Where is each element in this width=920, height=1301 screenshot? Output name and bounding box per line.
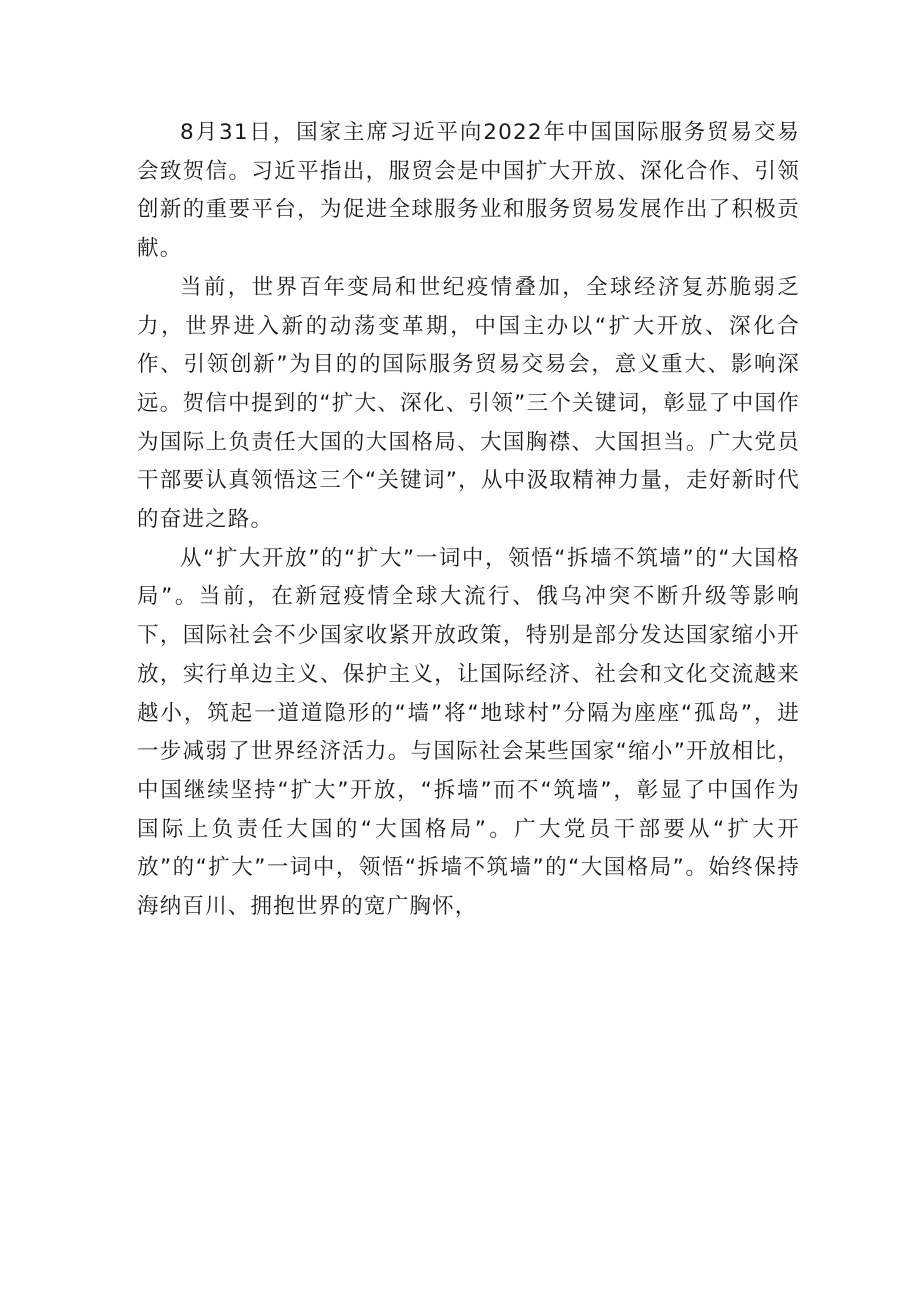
paragraph-3: 从“扩大开放”的“扩大”一词中，领悟“拆墙不筑墙”的“大国格局”。当前，在新冠疫情全球大流行、俄乌冲突不断升级等影响下，国际社会不少国家收紧开放政策，特别是部分发达国家缩小开放，实行单边主义、保护主义，让国际经济、社会和文化交流越来越小，筑起一道道隐形的“墙”将“地球村”分隔为座座“孤岛”，进一步减弱了世界经济活力。与国际社会某些国家“缩小”开放相比，中国继续坚持“扩大”开放，“拆墙”而不“筑墙”，彰显了中国作为国际上负责任大国的“大国格局”。广大党员干部要从“扩大开放”的“扩大”一词中，领悟“拆墙不筑墙”的“大国格局”。始终保持海纳百川、拥抱世界的宽广胸怀， (137, 545, 800, 920)
document-body (137, 114, 800, 927)
paragraph-2: 当前，世界百年变局和世纪疫情叠加，全球经济复苏脆弱乏力，世界进入新的动荡变革期，中国主办以“扩大开放、深化合作、引领创新”为目的的国际服务贸易交易会，意义重大、影响深远。贺信中提到的“扩大、深化、引领”三个关键词，彰显了中国作为国际上负责任大国的大国格局、大国胸襟、大国担当。广大党员干部要认真领悟这三个“关键词”，从中汲取精神力量，走好新时代的奋进之路。 (137, 274, 800, 533)
paragraph-1: 8月31日，国家主席习近平向2022年中国国际服务贸易交易会致贺信。习近平指出，服贸会是中国扩大开放、深化合作、引领创新的重要平台，为促进全球服务业和服务贸易发展作出了积极贡献。 (137, 120, 800, 262)
